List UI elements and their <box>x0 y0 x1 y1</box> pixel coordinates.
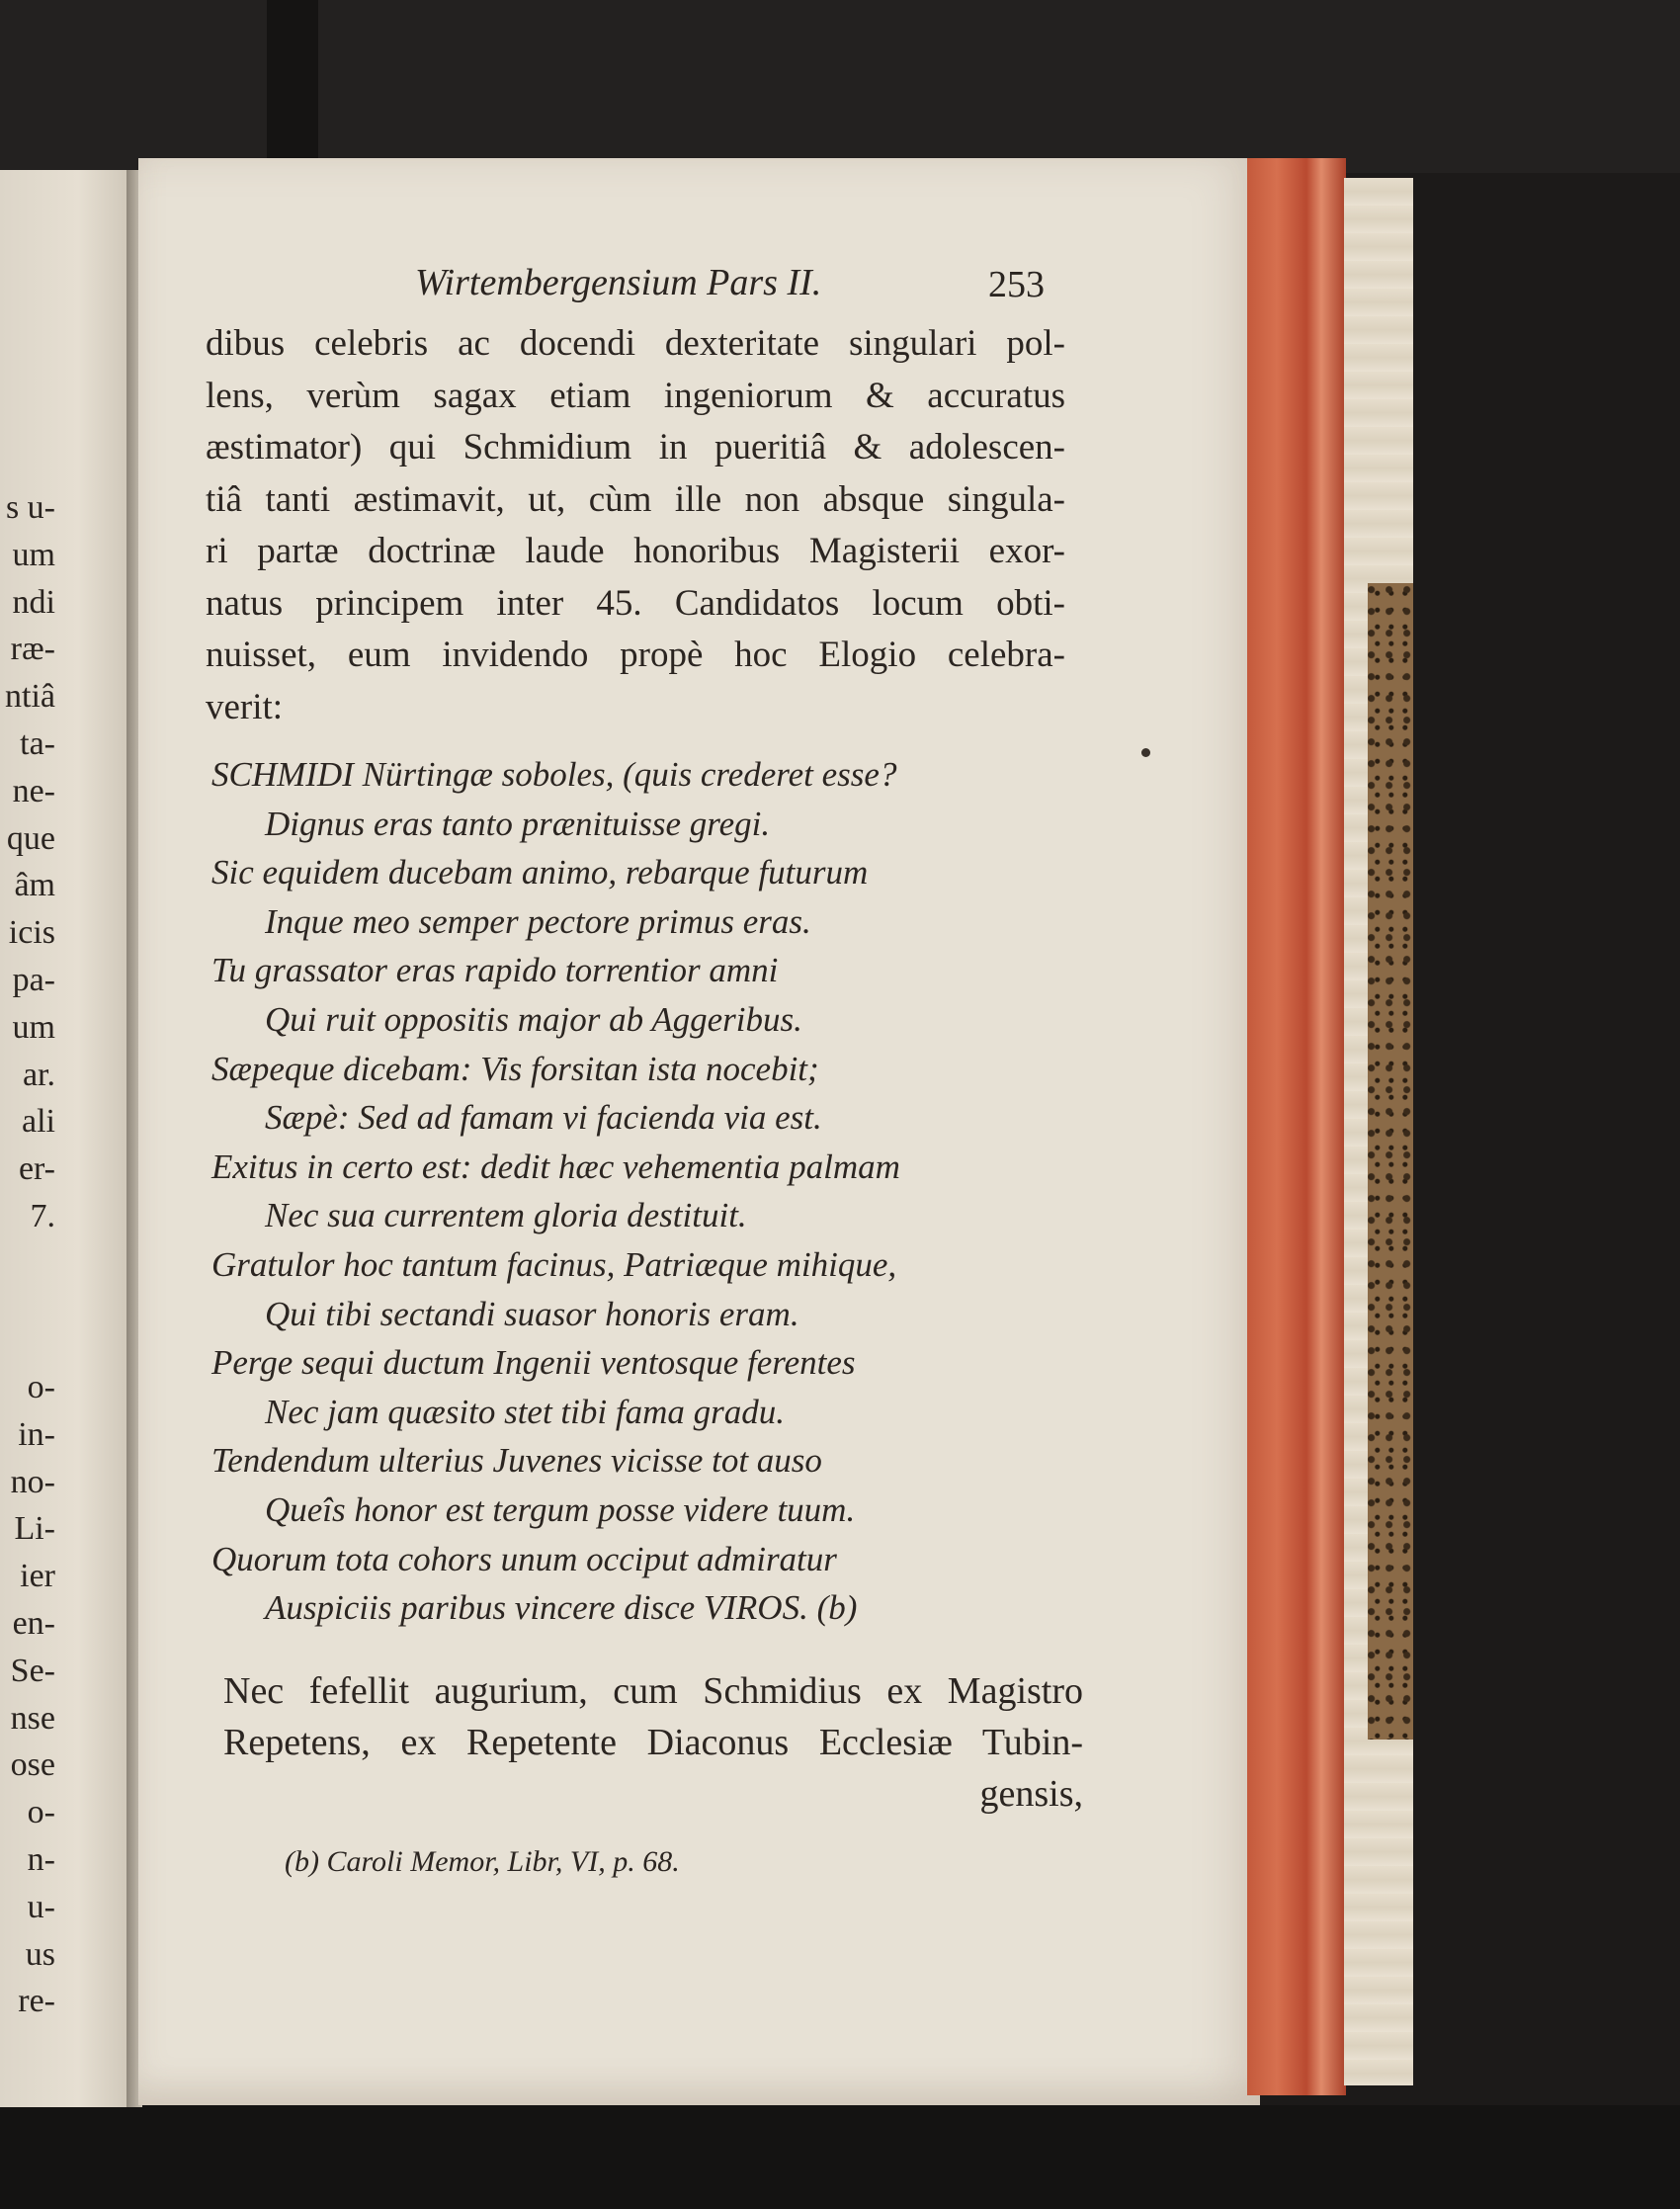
dark-backdrop <box>0 0 1680 173</box>
verse-line: Auspiciis paribus vincere disce VIROS. (b) <box>265 1588 858 1628</box>
verse-line: Qui tibi sectandi suasor honoris eram. <box>265 1294 799 1333</box>
left-page-text-lower <box>0 1364 55 2025</box>
prose-line: ri partæ doctrinæ laude honoribus Magisterii exor- <box>206 531 1065 571</box>
verse-line: Sæpeque dicebam: Vis forsitan ista nocebit; <box>211 1049 819 1088</box>
ink-speck <box>1141 748 1150 757</box>
left-page-line: s u- <box>5 489 55 526</box>
left-page-line: n- <box>27 1840 55 1878</box>
left-page-line: ne- <box>12 772 55 809</box>
prose-line: verit: <box>206 686 284 727</box>
left-page-line: o- <box>27 1794 55 1831</box>
left-page-line: re- <box>18 1983 55 2020</box>
left-page-line: um <box>12 536 55 573</box>
left-page-line: ier <box>20 1558 55 1595</box>
left-page-line: ta- <box>20 724 55 762</box>
left-page-line: âm <box>14 867 55 904</box>
left-page-line: Li- <box>14 1510 55 1548</box>
marbled-cover <box>1368 583 1413 1740</box>
left-page-line: pa- <box>12 961 55 998</box>
prose-line: dibus celebris ac docendi dexteritate singulari pol- <box>206 323 1065 364</box>
verse-line: Dignus eras tanto prænituisse gregi. <box>265 804 771 843</box>
verse-line: Nec sua currentem gloria destituit. <box>265 1196 747 1235</box>
verse-line: Sic equidem ducebam animo, rebarque futurum <box>211 853 869 892</box>
left-page-line: ose <box>10 1746 55 1784</box>
verse-line: Perge sequi ductum Ingenii ventosque ferentes <box>211 1343 856 1383</box>
left-page-line: icis <box>8 914 55 952</box>
elegy-verse <box>211 750 1081 1633</box>
verse-line: Sæpè: Sed ad famam vi facienda via est. <box>265 1098 822 1138</box>
left-page-line: o- <box>27 1369 55 1405</box>
table-surface <box>0 2105 1680 2209</box>
footnote: (b) Caroli Memor, Libr, VI, p. 68. <box>285 1845 680 1878</box>
prose-paragraph <box>206 318 1065 733</box>
closing-line: Nec fefellit augurium, cum Schmidius ex Magistro <box>223 1670 1083 1712</box>
verse-line: Qui ruit oppositis major ab Aggeribus. <box>265 999 802 1039</box>
verse-line: Tu grassator eras rapido torrentior amni <box>211 951 779 990</box>
verse-line: Gratulor hoc tantum facinus, Patriæque mihique, <box>211 1244 897 1284</box>
left-page-line: ali <box>22 1103 55 1141</box>
closing-paragraph <box>223 1665 1083 1820</box>
verse-line: Tendendum ulterius Juvenes vicisse tot auso <box>211 1441 822 1481</box>
prose-line: natus principem inter 45. Candidatos locum obti- <box>206 582 1065 624</box>
left-page-line: u- <box>27 1888 55 1925</box>
verse-line: Queîs honor est tergum posse videre tuum. <box>265 1489 856 1529</box>
verse-line: Nec jam quæsito stet tibi fama gradu. <box>265 1392 785 1431</box>
prose-line: lens, verùm sagax etiam ingeniorum & accuratus <box>206 375 1065 416</box>
left-page-line: 7. <box>30 1197 55 1234</box>
left-page-line: que <box>6 819 55 857</box>
left-page-line: ndi <box>12 583 55 621</box>
left-page-line: ar. <box>22 1056 55 1093</box>
left-page-line: no- <box>10 1463 55 1500</box>
verse-line: Quorum tota cohors unum occiput admiratur <box>211 1539 837 1578</box>
spine-shadow <box>267 0 318 168</box>
left-page-line: um <box>12 1008 55 1046</box>
closing-line: gensis, <box>979 1773 1083 1815</box>
left-page-line: er- <box>18 1150 55 1188</box>
closing-line: Repetens, ex Repetente Diaconus Ecclesiæ Tubin- <box>223 1722 1083 1763</box>
red-page-edges <box>1247 158 1346 2095</box>
prose-line: nuisset, eum invidendo propè hoc Elogio celebra- <box>206 635 1065 675</box>
page-number: 253 <box>988 264 1045 305</box>
running-title: Wirtembergensium Pars II. <box>415 262 822 303</box>
left-page-line: us <box>25 1935 55 1973</box>
left-page-line: in- <box>18 1415 55 1453</box>
verse-line: Exitus in certo est: dedit hæc vehementia palmam <box>211 1147 900 1186</box>
left-page-text-upper <box>0 484 55 1240</box>
left-page-fragment <box>0 170 130 2107</box>
prose-line: tiâ tanti æstimavit, ut, cùm ille non absque singula- <box>206 478 1065 520</box>
verse-line: Inque meo semper pectore primus eras. <box>265 901 811 941</box>
prose-line: æstimator) qui Schmidium in pueritiâ & adolescen- <box>206 427 1065 467</box>
left-page-line: ræ- <box>10 631 55 668</box>
left-page-line: Se- <box>10 1652 55 1689</box>
left-page-line: ntiâ <box>5 678 55 716</box>
left-page-line: nse <box>10 1699 55 1737</box>
left-page-line: en- <box>12 1604 55 1642</box>
verse-line: SCHMIDI Nürtingæ soboles, (quis crederet esse? <box>211 755 897 794</box>
